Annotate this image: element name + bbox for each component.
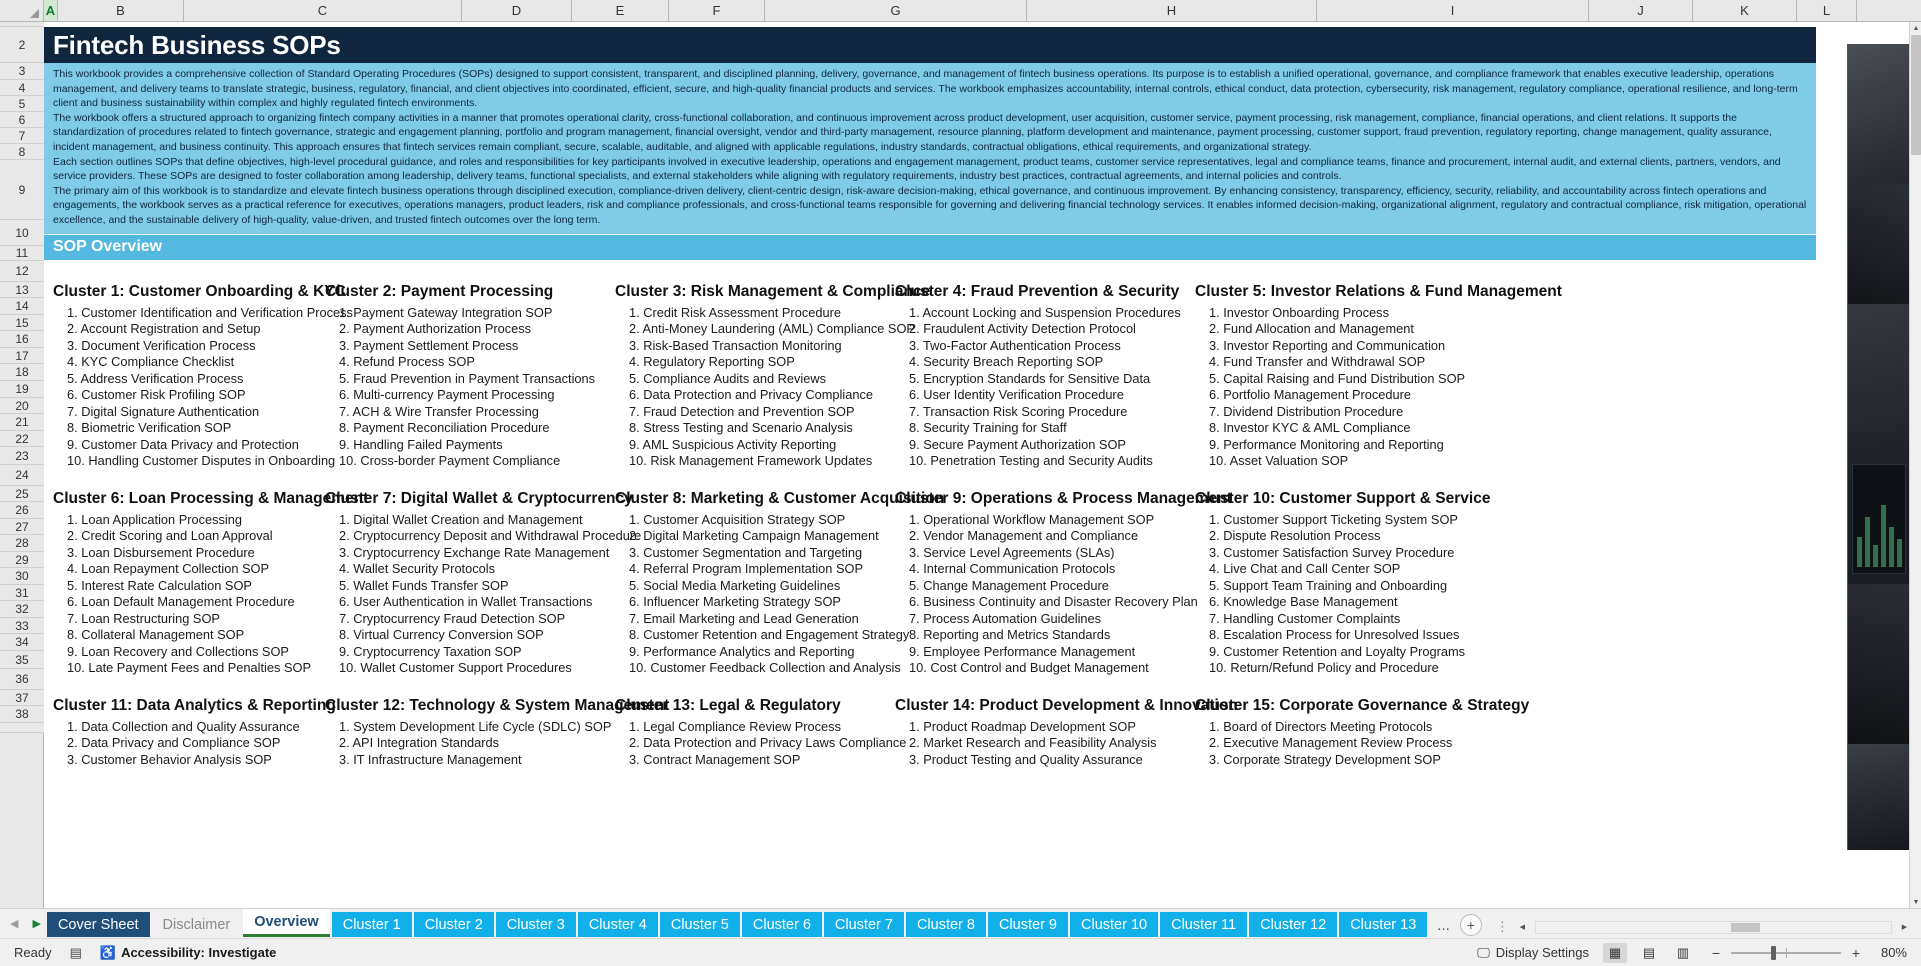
cluster-item: 5. Interest Rate Calculation SOP <box>67 577 252 593</box>
cluster-block-12 <box>325 695 670 769</box>
cluster-title: Cluster 11: Data Analytics & Reporting <box>53 696 336 714</box>
column-header-g[interactable]: G <box>765 0 1027 21</box>
cluster-row-1 <box>53 281 1816 470</box>
cluster-item: 8. Virtual Currency Conversion SOP <box>339 627 544 643</box>
sheet-tab-cluster-11[interactable]: Cluster 11 <box>1160 912 1247 937</box>
cluster-item: 9. Performance Analytics and Reporting <box>629 643 855 659</box>
cluster-item: 2. Digital Marketing Campaign Management <box>629 528 879 544</box>
cluster-block-11 <box>53 695 336 769</box>
column-header-d[interactable]: D <box>462 0 572 21</box>
intro-paragraph-block <box>44 63 1816 234</box>
cluster-item: 1. Legal Compliance Review Process <box>629 718 841 734</box>
zoom-slider-knob[interactable] <box>1771 946 1776 960</box>
cluster-item: 9. Handling Failed Payments <box>339 436 503 452</box>
cluster-block-13 <box>615 695 907 769</box>
cluster-item: 10. Risk Management Framework Updates <box>629 453 873 469</box>
column-header-h[interactable]: H <box>1027 0 1317 21</box>
cluster-item: 1. Product Roadmap Development SOP <box>909 718 1136 734</box>
tab-prev-arrow-icon[interactable]: ◀ <box>10 917 19 930</box>
intro-paragraph-2: The workbook offers a structured approach to organizing fintech company activities in a manner that promotes operational clarity, cross-functional collaboration, and continuous improvement across product development, user acquisition, customer service, payment processing, risk management, compliance, financial operations, and client relations. It supports the standardization of procedures related to fintech governance, strategic and engagement planning, portfolio and program management, financial oversight, vendor and third-party management, resource planning, platform development and maintenance, payment processing, customer support, fraud prevention, regulatory reporting, change management, quality assurance, incident management, and business continuity. This approach ensures that fintech services remain compliant, secure, scalable, auditable, and aligned with applicable regulations, industry standards, contractual obligations, ethical requirements, and organizational strategy. <box>53 111 1772 153</box>
row-header-column <box>0 22 44 908</box>
row-header-13[interactable]: 13 <box>0 282 44 298</box>
row-header-33[interactable]: 33 <box>0 618 44 634</box>
sheet-tab-cluster-4[interactable]: Cluster 4 <box>578 912 658 937</box>
cluster-item: 6. Influencer Marketing Strategy SOP <box>629 594 841 610</box>
zoom-percentage[interactable]: 80% <box>1880 945 1907 960</box>
cluster-item: 2. Fraudulent Activity Detection Protocol <box>909 321 1136 337</box>
cluster-title: Cluster 2: Payment Processing <box>325 282 554 300</box>
cluster-title: Cluster 8: Marketing & Customer Acquisition <box>615 489 945 507</box>
cluster-item: 1. System Development Life Cycle (SDLC) SOP <box>339 718 612 734</box>
column-header-j[interactable]: J <box>1589 0 1693 21</box>
sheet-tab-cluster-9[interactable]: Cluster 9 <box>988 912 1068 937</box>
cluster-item: 3. Investor Reporting and Communication <box>1209 337 1446 353</box>
cluster-item: 1. Account Locking and Suspension Procedures <box>909 304 1181 320</box>
zoom-in-button[interactable]: + <box>1851 944 1861 961</box>
row-header-14[interactable]: 14 <box>0 298 44 315</box>
sheet-tab-disclaimer[interactable]: Disclaimer <box>152 912 242 937</box>
normal-view-icon[interactable]: ▦ <box>1603 943 1627 963</box>
cluster-item: 5. Capital Raising and Fund Distribution SOP <box>1209 370 1466 386</box>
cluster-item: 1. Digital Wallet Creation and Management <box>339 511 583 527</box>
cluster-item: 2. Cryptocurrency Deposit and Withdrawal Procedure <box>339 528 642 544</box>
accessibility-label: Accessibility: Investigate <box>121 945 277 960</box>
cluster-item: 3. Customer Behavior Analysis SOP <box>67 751 272 767</box>
cluster-item: 7. Email Marketing and Lead Generation <box>629 610 859 626</box>
cluster-item: 7. Cryptocurrency Fraud Detection SOP <box>339 610 566 626</box>
bleed-panel-b <box>1848 184 1909 304</box>
cluster-item: 8. Payment Reconciliation Procedure <box>339 420 550 436</box>
cluster-item: 2. API Integration Standards <box>339 735 500 751</box>
row-header-10[interactable]: 10 <box>0 220 44 246</box>
cluster-item: 7. Handling Customer Complaints <box>1209 610 1401 626</box>
cluster-block-1 <box>53 281 353 470</box>
bleed-panel-e <box>1848 584 1909 744</box>
sheet-tab-cluster-13[interactable]: Cluster 13 <box>1339 912 1427 937</box>
cluster-item: 2. Payment Authorization Process <box>339 321 532 337</box>
cluster-item: 3. Document Verification Process <box>67 337 256 353</box>
cluster-row-gap-1 <box>53 470 1816 488</box>
column-header-c[interactable]: C <box>184 0 462 21</box>
cluster-item: 2. Dispute Resolution Process <box>1209 528 1381 544</box>
bleed-panel-a <box>1848 44 1909 184</box>
cluster-item: 3. Two-Factor Authentication Process <box>909 337 1121 353</box>
cluster-item: 1. Payment Gateway Integration SOP <box>339 304 553 320</box>
view-mode-buttons[interactable] <box>1603 943 1695 963</box>
row-header-36[interactable]: 36 <box>0 669 44 690</box>
scroll-up-arrow-icon[interactable]: ▲ <box>1910 22 1921 34</box>
hscroll-track[interactable] <box>1535 921 1892 934</box>
cluster-block-15 <box>1195 695 1530 769</box>
cluster-row-3 <box>53 695 1816 769</box>
cluster-title: Cluster 12: Technology & System Management <box>325 696 670 714</box>
cluster-item: 9. Performance Monitoring and Reporting <box>1209 436 1444 452</box>
row-header-27[interactable]: 27 <box>0 519 44 535</box>
select-all-corner[interactable] <box>0 0 44 21</box>
row-header-16[interactable]: 16 <box>0 331 44 348</box>
cluster-item: 10. Cross-border Payment Compliance <box>339 453 561 469</box>
accessibility-status[interactable] <box>100 945 277 961</box>
add-sheet-button[interactable]: + <box>1460 914 1482 936</box>
row-header-22[interactable]: 22 <box>0 431 44 447</box>
cluster-item: 4. Live Chat and Call Center SOP <box>1209 561 1401 577</box>
cluster-item: 4. Internal Communication Protocols <box>909 561 1116 577</box>
cluster-block-4 <box>895 281 1195 470</box>
cluster-item: 3. IT Infrastructure Management <box>339 751 522 767</box>
cluster-title: Cluster 14: Product Development & Innovation <box>895 696 1238 714</box>
cluster-item: 3. Cryptocurrency Exchange Rate Management <box>339 544 610 560</box>
cluster-item: 1. Investor Onboarding Process <box>1209 304 1389 320</box>
row-header-12[interactable]: 12 <box>0 261 44 282</box>
cluster-item: 9. AML Suspicious Activity Reporting <box>629 436 837 452</box>
background-window-bleed <box>1847 44 1909 850</box>
vertical-scroll-thumb[interactable] <box>1911 35 1921 155</box>
sheet-tab-cluster-7[interactable]: Cluster 7 <box>824 912 904 937</box>
row-header-11[interactable]: 11 <box>0 246 44 261</box>
sheet-tab-cluster-3[interactable]: Cluster 3 <box>496 912 576 937</box>
cluster-block-14 <box>895 695 1238 769</box>
sheet-tab-bar <box>0 908 1921 938</box>
cluster-item: 3. Customer Segmentation and Targeting <box>629 544 863 560</box>
cluster-item: 6. Customer Risk Profiling SOP <box>67 387 246 403</box>
cluster-item: 9. Employee Performance Management <box>909 643 1136 659</box>
cluster-item: 4. Refund Process SOP <box>339 354 475 370</box>
cluster-item: 1. Customer Identification and Verification Process <box>67 304 353 320</box>
cluster-item: 2. Account Registration and Setup <box>67 321 261 337</box>
row-header-5[interactable]: 5 <box>0 96 44 112</box>
hscroll-thumb[interactable] <box>1731 923 1759 932</box>
cluster-item: 3. Service Level Agreements (SLAs) <box>909 544 1115 560</box>
cluster-title: Cluster 5: Investor Relations & Fund Management <box>1195 282 1562 300</box>
cluster-item: 9. Secure Payment Authorization SOP <box>909 436 1126 452</box>
sheet-tabs[interactable] <box>47 908 1429 938</box>
cluster-item: 9. Cryptocurrency Taxation SOP <box>339 643 522 659</box>
cluster-item: 8. Collateral Management SOP <box>67 627 245 643</box>
display-settings-button[interactable] <box>1477 945 1589 961</box>
row-header-37[interactable]: 37 <box>0 690 44 706</box>
cluster-item: 3. Corporate Strategy Development SOP <box>1209 751 1441 767</box>
cluster-item: 7. Digital Signature Authentication <box>67 403 260 419</box>
cluster-item: 6. Multi-currency Payment Processing <box>339 387 555 403</box>
row-header-25[interactable]: 25 <box>0 486 44 502</box>
cluster-item: 4. Regulatory Reporting SOP <box>629 354 795 370</box>
cluster-item: 1. Operational Workflow Management SOP <box>909 511 1155 527</box>
cluster-item: 8. Biometric Verification SOP <box>67 420 232 436</box>
cluster-item: 1. Customer Acquisition Strategy SOP <box>629 511 846 527</box>
cluster-item: 10. Penetration Testing and Security Audits <box>909 453 1153 469</box>
cluster-item: 8. Reporting and Metrics Standards <box>909 627 1111 643</box>
row-header-18[interactable]: 18 <box>0 364 44 381</box>
zoom-slider-midpoint <box>1786 948 1787 958</box>
hscroll-left-icon[interactable]: ◀ <box>1516 921 1529 934</box>
cluster-item: 3. Customer Satisfaction Survey Procedure <box>1209 544 1455 560</box>
cluster-block-10 <box>1195 488 1505 677</box>
cluster-item: 2. Market Research and Feasibility Analysis <box>909 735 1157 751</box>
cluster-item: 5. Wallet Funds Transfer SOP <box>339 577 509 593</box>
cluster-item: 7. Transaction Risk Scoring Procedure <box>909 403 1128 419</box>
row-header-20[interactable]: 20 <box>0 398 44 414</box>
row-header-32[interactable]: 32 <box>0 601 44 618</box>
tab-nav-arrows[interactable] <box>0 908 47 938</box>
row-header-26[interactable]: 26 <box>0 502 44 519</box>
cluster-item: 2. Anti-Money Laundering (AML) Compliance SOP <box>629 321 915 337</box>
cluster-item: 2. Credit Scoring and Loan Approval <box>67 528 273 544</box>
cluster-item: 9. Customer Retention and Loyalty Programs <box>1209 643 1466 659</box>
cluster-item: 5. Address Verification Process <box>67 370 244 386</box>
sheet-tab-cluster-10[interactable]: Cluster 10 <box>1070 912 1158 937</box>
cluster-row-2 <box>53 488 1816 677</box>
column-header-b[interactable]: B <box>58 0 184 21</box>
cluster-item: 10. Late Payment Fees and Penalties SOP <box>67 660 311 676</box>
cluster-item: 5. Fraud Prevention in Payment Transactions <box>339 370 596 386</box>
row-header-24[interactable]: 24 <box>0 465 44 486</box>
sop-overview-banner <box>44 235 1816 260</box>
cluster-title: Cluster 1: Customer Onboarding & KYC <box>53 282 346 300</box>
cluster-item: 4. Loan Repayment Collection SOP <box>67 561 270 577</box>
cluster-block-3 <box>615 281 931 470</box>
scroll-down-arrow-icon[interactable]: ▼ <box>1910 896 1921 908</box>
cluster-item: 6. User Authentication in Wallet Transactions <box>339 594 593 610</box>
cluster-title: Cluster 4: Fraud Prevention & Security <box>895 282 1180 300</box>
row-header-15[interactable]: 15 <box>0 315 44 331</box>
row-header-34[interactable]: 34 <box>0 634 44 651</box>
column-header-k[interactable]: K <box>1693 0 1797 21</box>
cluster-item: 7. Process Automation Guidelines <box>909 610 1102 626</box>
cluster-item: 9. Customer Data Privacy and Protection <box>67 436 299 452</box>
cluster-item: 8. Customer Retention and Engagement Strategy <box>629 627 910 643</box>
row-header-38[interactable]: 38 <box>0 706 44 723</box>
sheet-content <box>44 22 1874 768</box>
sheet-tab-cluster-8[interactable]: Cluster 8 <box>906 912 986 937</box>
display-settings-label: Display Settings <box>1495 945 1589 960</box>
sheet-tab-cluster-5[interactable]: Cluster 5 <box>660 912 740 937</box>
cluster-item: 3. Product Testing and Quality Assurance <box>909 751 1143 767</box>
cluster-item: 5. Encryption Standards for Sensitive Data <box>909 370 1151 386</box>
intro-paragraph-4: The primary aim of this workbook is to standardize and elevate fintech business operations through disciplined execution, compliance-driven delivery, client-centric design, risk-aware decision-making, ethical governance, and continuous improvement. By enhancing consistency, transparency, efficiency, security, reliability, and accountability across fintech operations and engagements, the workbook serves as a practical reference for executives, operations managers, product leaders, risk and compliance professionals, and cross-functional teams responsible for governing and delivering financial technology services. It enables informed decision-making, organizational alignment, regulatory and contractual compliance, risk mitigation, operational excellence, and the sustainable delivery of high-quality, value-driven, and trusted fintech outcomes over the long term. <box>53 184 1807 226</box>
cluster-item: 5. Social Media Marketing Guidelines <box>629 577 841 593</box>
status-left-group <box>0 945 276 961</box>
intro-paragraph-1: This workbook provides a comprehensive collection of Standard Operating Procedures (SOPs) designed to support consistent, transparent, and disciplined planning, delivery, governance, and management of fintech business operations. Its purpose is to establish a unified operational, governance, and compliance framework that enables executive leadership, operations management, and delivery teams to translate strategic, business, regulatory, financial, and client objectives into coordinated, efficient, secure, and high-quality financial products and services. The workbook emphasizes accountability, internal controls, ethical conduct, data protection, cybersecurity, risk management, regulatory compliance, operational resilience, and long-term client and business sustainability within complex and highly regulated fintech environments. <box>53 68 1798 110</box>
zoom-slider[interactable] <box>1731 945 1841 961</box>
cluster-item: 6. Knowledge Base Management <box>1209 594 1398 610</box>
cluster-item: 7. Dividend Distribution Procedure <box>1209 403 1404 419</box>
cluster-item: 3. Payment Settlement Process <box>339 337 519 353</box>
horizontal-scrollbar[interactable] <box>1482 919 1921 938</box>
row-header-28[interactable]: 28 <box>0 535 44 552</box>
cluster-item: 3. Contract Management SOP <box>629 751 801 767</box>
row-header-6[interactable]: 6 <box>0 112 44 128</box>
cluster-item: 1. Loan Application Processing <box>67 511 243 527</box>
cluster-item: 4. Referral Program Implementation SOP <box>629 561 863 577</box>
cluster-item: 2. Data Protection and Privacy Laws Compliance <box>629 735 907 751</box>
cluster-item: 6. Business Continuity and Disaster Recovery Plan <box>909 594 1198 610</box>
row-header-21[interactable]: 21 <box>0 414 44 431</box>
row-header-23[interactable]: 23 <box>0 447 44 465</box>
cluster-item: 4. Wallet Security Protocols <box>339 561 495 577</box>
status-right-group <box>1477 943 1921 963</box>
tab-split-handle[interactable]: ⋮ <box>1495 919 1510 934</box>
recording-macro-icon[interactable]: ▤ <box>69 944 82 960</box>
cluster-item: 8. Escalation Process for Unresolved Issues <box>1209 627 1460 643</box>
row-header-30[interactable]: 30 <box>0 568 44 585</box>
column-header-e[interactable]: E <box>572 0 669 21</box>
zoom-out-button[interactable]: − <box>1711 944 1721 961</box>
cluster-title: Cluster 10: Customer Support & Service <box>1195 489 1491 507</box>
cluster-block-5 <box>1195 281 1562 470</box>
column-header-l[interactable]: L <box>1797 0 1857 21</box>
cluster-title: Cluster 15: Corporate Governance & Strategy <box>1195 696 1530 714</box>
page-break-view-icon[interactable]: ▥ <box>1676 944 1690 960</box>
display-settings-icon: 🖵 <box>1477 944 1490 960</box>
row-header-2[interactable]: 2 <box>0 27 44 63</box>
row-header-29[interactable]: 29 <box>0 552 44 568</box>
status-ready-label: Ready <box>14 945 52 960</box>
row-header-39[interactable] <box>0 723 44 733</box>
cluster-item: 10. Wallet Customer Support Procedures <box>339 660 572 676</box>
cluster-item: 1. Board of Directors Meeting Protocols <box>1209 718 1433 734</box>
cluster-item: 2. Data Privacy and Compliance SOP <box>67 735 281 751</box>
accessibility-icon: ♿ <box>99 944 117 960</box>
cluster-item: 10. Handling Customer Disputes in Onboarding <box>67 453 336 469</box>
sheet-tab-cover-sheet[interactable]: Cover Sheet <box>47 912 150 937</box>
page-title: Fintech Business SOPs <box>53 29 341 60</box>
row-header-31[interactable]: 31 <box>0 585 44 601</box>
row-header-8[interactable]: 8 <box>0 144 44 160</box>
vertical-scrollbar[interactable] <box>1909 22 1921 908</box>
page-layout-view-icon[interactable]: ▤ <box>1642 944 1656 960</box>
cluster-listing <box>44 275 1816 769</box>
sheet-tab-cluster-6[interactable]: Cluster 6 <box>742 912 822 937</box>
cluster-item: 7. Fraud Detection and Prevention SOP <box>629 403 855 419</box>
cluster-item: 1. Customer Support Ticketing System SOP <box>1209 511 1458 527</box>
row-header-35[interactable]: 35 <box>0 651 44 669</box>
cluster-item: 10. Cost Control and Budget Management <box>909 660 1149 676</box>
cluster-block-6 <box>53 488 369 677</box>
sheet-tab-cluster-2[interactable]: Cluster 2 <box>414 912 494 937</box>
tab-next-arrow-icon[interactable]: ▶ <box>32 917 41 930</box>
row-11-blank <box>44 260 1874 275</box>
row-header-19[interactable]: 19 <box>0 381 44 398</box>
sheet-tab-cluster-12[interactable]: Cluster 12 <box>1249 912 1337 937</box>
zoom-control[interactable] <box>1709 945 1907 961</box>
cluster-item: 6. Portfolio Management Procedure <box>1209 387 1412 403</box>
intro-paragraph-3: Each section outlines SOPs that define objectives, high-level procedural guidance, and roles and responsibilities for key participants involved in executive leadership, operations and engagement management, product teams, customer service representatives, legal and compliance teams, finance and procurement, internal audit, and external clients, partners, vendors, and service providers. These SOPs are designed to foster collaboration among leadership, delivery teams, functional specialists, and external stakeholders while aligning with regulatory requirements, industry best practices, contractual agreements, and internal policies and controls. <box>53 155 1781 183</box>
row-header-7[interactable]: 7 <box>0 128 44 144</box>
cluster-item: 2. Fund Allocation and Management <box>1209 321 1414 337</box>
row-header-3[interactable]: 3 <box>0 63 44 80</box>
cluster-item: 8. Security Training for Staff <box>909 420 1067 436</box>
sop-overview-label: SOP Overview <box>53 238 163 256</box>
cluster-item: 4. Security Breach Reporting SOP <box>909 354 1104 370</box>
sheet-tab-overview[interactable]: Overview <box>243 909 330 937</box>
cluster-item: 10. Return/Refund Policy and Procedure <box>1209 660 1439 676</box>
cluster-item: 3. Loan Disbursement Procedure <box>67 544 255 560</box>
bleed-panel-f <box>1848 744 1909 850</box>
cluster-item: 2. Vendor Management and Compliance <box>909 528 1139 544</box>
column-header-i[interactable]: I <box>1317 0 1589 21</box>
cluster-item: 10. Customer Feedback Collection and Analysis <box>629 660 901 676</box>
cluster-item: 5. Support Team Training and Onboarding <box>1209 577 1448 593</box>
cluster-item: 2. Executive Management Review Process <box>1209 735 1453 751</box>
column-header-bar <box>0 0 1921 22</box>
cluster-item: 4. KYC Compliance Checklist <box>67 354 235 370</box>
cluster-item: 10. Asset Valuation SOP <box>1209 453 1349 469</box>
cluster-item: 1. Credit Risk Assessment Procedure <box>629 304 841 320</box>
cluster-item: 1. Data Collection and Quality Assurance <box>67 718 300 734</box>
cluster-item: 4. Fund Transfer and Withdrawal SOP <box>1209 354 1426 370</box>
cluster-title: Cluster 7: Digital Wallet & Cryptocurrency <box>325 489 633 507</box>
cluster-block-2 <box>325 281 615 470</box>
cluster-item: 6. Data Protection and Privacy Compliance <box>629 387 873 403</box>
column-header-a[interactable]: A <box>44 0 58 21</box>
cluster-item: 8. Investor KYC & AML Compliance <box>1209 420 1411 436</box>
row-header-4[interactable]: 4 <box>0 80 44 96</box>
cluster-block-7 <box>325 488 642 677</box>
cluster-item: 6. User Identity Verification Procedure <box>909 387 1124 403</box>
hscroll-right-icon[interactable]: ▶ <box>1898 921 1911 934</box>
cluster-title: Cluster 6: Loan Processing & Management <box>53 489 369 507</box>
cluster-item: 5. Change Management Procedure <box>909 577 1109 593</box>
cluster-block-8 <box>615 488 945 677</box>
tab-overflow-icon[interactable]: ... <box>1437 917 1450 934</box>
row-header-9[interactable]: 9 <box>0 160 44 220</box>
cluster-item: 7. ACH & Wire Transfer Processing <box>339 403 539 419</box>
worksheet-grid[interactable] <box>44 22 1921 908</box>
cluster-item: 9. Loan Recovery and Collections SOP <box>67 643 289 659</box>
column-header-f[interactable]: F <box>669 0 765 21</box>
cluster-item: 8. Stress Testing and Scenario Analysis <box>629 420 853 436</box>
cluster-item: 3. Risk-Based Transaction Monitoring <box>629 337 842 353</box>
cluster-item: 7. Loan Restructuring SOP <box>67 610 220 626</box>
cluster-item: 6. Loan Default Management Procedure <box>67 594 295 610</box>
bleed-panel-c <box>1848 304 1909 484</box>
cluster-row-gap-2 <box>53 677 1816 695</box>
bleed-chart-panel <box>1852 464 1906 574</box>
sheet-tab-cluster-1[interactable]: Cluster 1 <box>332 912 412 937</box>
cluster-block-9 <box>895 488 1232 677</box>
row-header-17[interactable]: 17 <box>0 348 44 364</box>
sheet-title-banner <box>44 27 1816 63</box>
status-bar <box>0 938 1921 966</box>
cluster-title: Cluster 9: Operations & Process Management <box>895 489 1232 507</box>
cluster-item: 5. Compliance Audits and Reviews <box>629 370 827 386</box>
cluster-title: Cluster 3: Risk Management & Compliance <box>615 282 931 300</box>
cluster-title: Cluster 13: Legal & Regulatory <box>615 696 841 714</box>
